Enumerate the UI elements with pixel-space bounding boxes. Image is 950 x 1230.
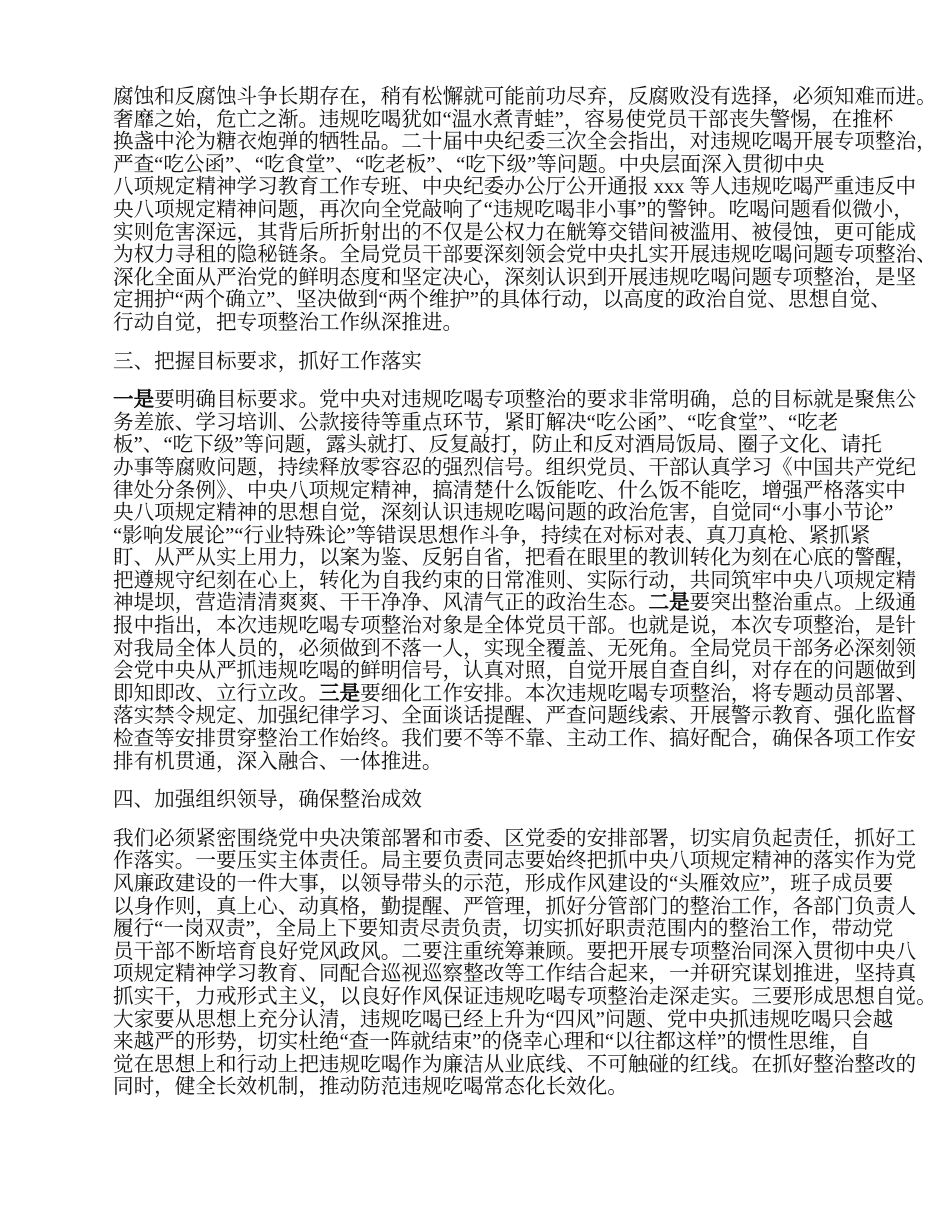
text-line: 腐蚀和反腐蚀斗争长期存在，稍有松懈就可能前功尽弃，反腐败没有选择，必须知难而进。 — [113, 86, 937, 108]
text-line: 实则危害深远，其背后所折射出的不仅是公权力在觥筹交错间被滥用、被侵蚀，更可能成 — [113, 221, 917, 244]
text-line: 抓实干，力戒形式主义，以良好作风保证违规吃喝专项整治走深走实。三要形成思想自觉。 — [113, 985, 937, 1008]
document-page — [113, 86, 937, 1115]
text-line: 履行“一岗双责”，全局上下要知责尽责负责，切实抓好职责范围内的整治工作，带动党 — [113, 918, 894, 941]
text-line: 严查“吃公函”、“吃食堂”、“吃老板”、“吃下级”等问题。中央层面深入贯彻中央 — [113, 153, 825, 176]
text-segment: 盯、从严从实上用力，以案为鉴、反躬自省，把看在眼里的教训转化为刻在心底的警醒， — [113, 547, 917, 570]
text-segment: 要突出整治重点。上级通 — [689, 592, 917, 615]
text-line — [113, 502, 894, 525]
text-line: 员干部不断培育良好党风政风。二要注重统筹兼顾。要把开展专项整治同深入贯彻中央八 — [113, 940, 917, 963]
text-line: 我们必须紧密围绕党中央决策部署和市委、区党委的安排部署，切实肩负起责任，抓好工 — [113, 827, 917, 850]
text-segment: 报中指出，本次违规吃喝专项整治对象是全体党员干部。也就是说，本次专项整治，是针 — [113, 615, 917, 638]
text-segment: 检查等安排贯穿整治工作始终。我们要不等不靠、主动工作、搞好配合，确保各项工作安 — [113, 728, 917, 751]
text-segment: 即知即改、立行立改。 — [113, 682, 319, 705]
text-line: 作落实。一要压实主体责任。局主要负责同志要始终把抓中央八项规定精神的落实作为党 — [113, 850, 917, 873]
section-heading-3: 三、把握目标要求，抓好工作落实 — [113, 350, 422, 373]
text-line: 定拥护“两个确立”、坚决做到“两个维护”的具体行动，以高度的政治自觉、思想自觉、 — [113, 289, 891, 312]
text-segment: “影响发展论”“行业特殊论”等错误思想作斗争，持续在对标对表、真刀真枪、紧抓紧 — [113, 524, 871, 547]
text-line — [113, 547, 917, 570]
text-line: 风廉政建设的一件大事，以领导带头的示范，形成作风建设的“头雁效应”，班子成员要 — [113, 873, 894, 895]
text-line — [113, 389, 917, 412]
text-segment: 板”、“吃下级”等问题，露头就打、反复敲打，防止和反对酒局饭局、圈子文化、请托 — [113, 434, 882, 457]
text-line — [113, 728, 917, 751]
text-line — [113, 637, 917, 661]
text-segment: 务差旅、学习培训、公款接待等重点环节，紧盯解决“吃公函”、“吃食堂”、“吃老 — [113, 411, 839, 434]
text-line — [113, 705, 917, 728]
text-line: 大家要从思想上充分认清，违规吃喝已经上升为“四风”问题、党中央抓违规吃喝只会越 — [113, 1008, 894, 1031]
text-line — [113, 412, 853, 435]
text-segment: 要明确目标要求。党中央对违规吃喝专项整治的要求非常明确，总的目标就是聚焦公 — [154, 389, 917, 412]
text-segment: 落实禁令规定、加强纪律学习、全面谈话提醒、严查问题线索、开展警示教育、强化监督 — [113, 705, 917, 728]
text-line — [113, 434, 882, 457]
text-line — [113, 479, 906, 503]
section-heading-4: 四、加强组织领导，确保整治成效 — [113, 789, 422, 812]
text-line: 同时，健全长效机制，推动防范违规吃喝常态化长效化。 — [113, 1076, 628, 1099]
bold-point-marker: 二是 — [648, 592, 690, 615]
text-line — [113, 615, 917, 638]
bold-point-marker: 一是 — [113, 389, 155, 412]
text-segment: 把遵规守纪刻在心上，转化为自我约束的日常准则、实际行动，共同筑牢中央八项规定精 — [113, 569, 917, 592]
text-line: 来越严的形势，切实杜绝“查一阵就结束”的侥幸心理和“以往都这样”的惯性思维，自 — [113, 1031, 871, 1054]
paragraph-organizational-leadership — [113, 827, 937, 1099]
text-segment: 神堤坝，营造清清爽爽、干干净净、风清气正的政治生态。 — [113, 592, 649, 615]
text-segment: 排有机贯通，深入融合、一体推进。 — [113, 750, 443, 773]
text-line — [113, 751, 853, 774]
text-line — [113, 592, 917, 615]
text-line: 行动自觉，把专项整治工作纵深推进。 — [113, 311, 464, 334]
bold-point-marker: 三是 — [318, 682, 361, 705]
text-line: 以身作则，真上心、动真格，勤提醒、严管理，抓好分管部门的整治工作，各部门负责人 — [113, 895, 917, 918]
text-line: 深化全面从严治党的鲜明态度和坚定决心，深刻认识到开展违规吃喝问题专项整治，是坚 — [113, 266, 917, 289]
text-segment: 办事等腐败问题，持续释放零容忍的强烈信号。组织党员、干部认真学习《中国共产党纪 — [113, 456, 917, 479]
text-line — [113, 660, 917, 683]
text-segment: 央八项规定精神的思想自觉，深刻认识违规吃喝问题的政治危害，自觉同“小事小节论” — [113, 502, 894, 525]
text-segment: 要细化工作安排。本次违规吃喝专项整治，将专题动员部署、 — [360, 682, 917, 705]
text-line: 央八项规定精神问题，再次向全党敲响了“违规吃喝非小事”的警钟。吃喝问题看似微小， — [113, 198, 914, 221]
text-line: 换盏中沦为糖衣炮弹的牺牲品。二十届中央纪委三次全会指出，对违规吃喝开展专项整治， — [113, 131, 937, 154]
text-line: 奢靡之始，危亡之渐。违规吃喝犹如“温水煮青蛙”，容易使党员干部丧失警惕，在推杯 — [113, 108, 894, 131]
paragraph-goals-requirements — [113, 389, 917, 773]
text-line — [113, 524, 871, 548]
text-line — [113, 569, 917, 593]
text-segment: 对我局全体人员的，必须做到不落一人，实现全覆盖、无死角。全局党员干部务必深刻领 — [113, 637, 917, 660]
text-segment: 会党中央从严抓违规吃喝的鲜明信号，认真对照，自觉开展自查自纠，对存在的问题做到 — [113, 660, 917, 683]
paragraph-corruption-struggle — [113, 86, 937, 335]
text-segment: 律处分条例》、中央八项规定精神，搞清楚什么饭能吃、什么饭不能吃，增强严格落实中 — [113, 479, 906, 502]
text-line: 觉在思想上和行动上把违规吃喝作为廉洁从业底线、不可触碰的红线。在抓好整治整改的 — [113, 1053, 917, 1076]
text-line — [113, 456, 917, 480]
text-line — [113, 682, 917, 706]
text-line: 为权力寻租的隐秘链条。全局党员干部要深刻领会党中央扎实开展违规吃喝问题专项整治、 — [113, 244, 937, 267]
text-line: 项规定精神学习教育、同配合巡视巡察整改等工作结合起来，一并研究谋划推进，坚持真 — [113, 963, 917, 986]
text-line: 八项规定精神学习教育工作专班、中央纪委办公厅公开通报 xxx 等人违规吃喝严重违反中 — [113, 176, 917, 199]
